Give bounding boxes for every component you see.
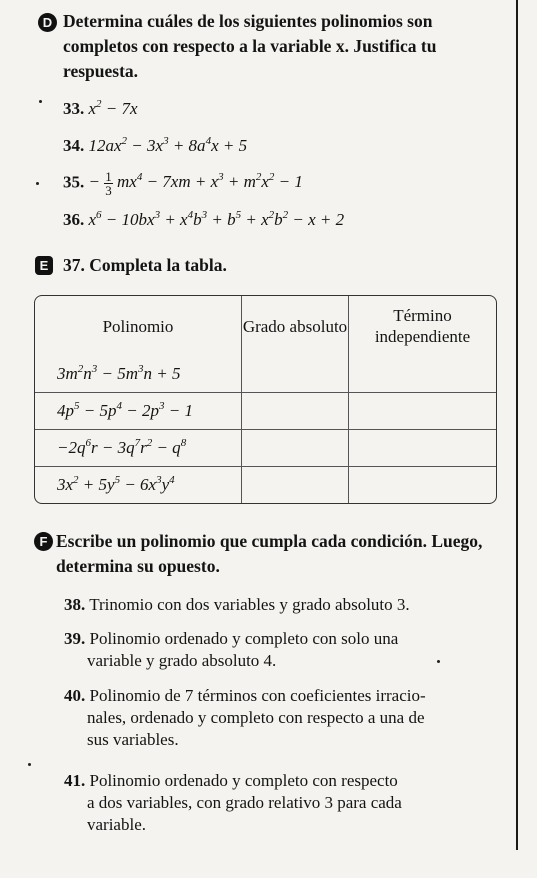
termino-input-cell[interactable] [349,356,496,393]
exercise-line: variable. [87,815,146,834]
polynomial-cell: $4p^5 - 5p^4 - 2p^3 - 1$ [35,393,242,430]
exercise-40 [64,685,426,751]
exercise-35 [63,170,303,197]
completion-table [34,295,497,504]
polynomial-expression: $12ax^2 - 3x^3 + 8a^4x + 5$ [88,135,248,155]
exercise-34 [63,134,247,157]
exercise-number: 40. [64,686,86,705]
header-termino-independiente: Término independiente [374,306,471,346]
header-polinomio: Polinomio [35,296,242,356]
exercise-36 [63,208,344,231]
exercise-number: 36. [63,210,85,229]
section-f-badge: F [34,532,53,551]
exercise-41 [64,770,402,836]
exercise-line: nales, ordenado y completo con respecto a una de [87,708,425,727]
exercise-line: Trinomio con dos variables y grado absoluto 3. [89,595,410,614]
section-e-title: 37. Completa la tabla. [63,255,227,275]
polynomial-expression: $x^2 - 7x$ [88,98,138,118]
exercise-line: Polinomio ordenado y completo con respecto [89,771,398,790]
table-row [35,430,496,467]
exercise-number: 39. [64,629,86,648]
header-grado-absoluto: Grado absoluto [242,296,349,356]
pencil-mark [39,100,42,103]
polynomial-expression: $x^6 - 10bx^3 + x^4b^3 + b^5 + x^2b^2 - x + 2$ [88,209,345,229]
exercise-number: 41. [64,771,86,790]
section-e-badge: E [35,256,53,275]
exercise-33 [63,97,138,120]
termino-input-cell[interactable] [349,430,496,467]
polynomial-cell: $3x^2 + 5y^5 - 6x^3y^4$ [35,467,242,503]
pencil-mark [36,182,39,185]
exercise-number: 35. [63,172,85,192]
pencil-mark [437,660,440,663]
table-row [35,393,496,430]
exercise-number: 33. [63,99,85,118]
polynomial-expression: − $\frac{1}{3}$ $mx^4 - 7xm + x^3 + m^2x^2 - 1$ [88,169,303,198]
table-row [35,356,496,393]
grado-input-cell[interactable] [242,356,349,393]
table-row [35,467,496,503]
grado-input-cell[interactable] [242,430,349,467]
termino-input-cell[interactable] [349,467,496,503]
polynomial-cell: $3m^2n^3 - 5m^3n + 5$ [35,356,242,393]
exercise-line: Polinomio de 7 términos con coeficientes irracio- [89,686,426,705]
grado-input-cell[interactable] [242,467,349,503]
termino-input-cell[interactable] [349,393,496,430]
margin-rule [516,0,518,850]
grado-input-cell[interactable] [242,393,349,430]
exercise-line: sus variables. [87,730,179,749]
section-d-badge: D [38,13,57,32]
exercise-line: variable y grado absoluto 4. [87,651,277,670]
section-d-instruction: Determina cuáles de los siguientes polinomios son completos con respecto a la variable x. Justifica tu respuesta. [63,11,437,81]
exercise-number: 34. [63,136,85,155]
section-f-instruction: Escribe un polinomio que cumpla cada condición. Luego, determina su opuesto. [56,531,483,576]
exercise-line: a dos variables, con grado relativo 3 para cada [87,793,402,812]
exercise-39 [64,628,398,672]
exercise-number: 38. [64,595,86,614]
pencil-mark [28,763,31,766]
polynomial-cell: $-2q^6r - 3q^7r^2 - q^8$ [35,430,242,467]
exercise-line: Polinomio ordenado y completo con solo una [89,629,399,648]
exercise-38 [64,594,410,616]
